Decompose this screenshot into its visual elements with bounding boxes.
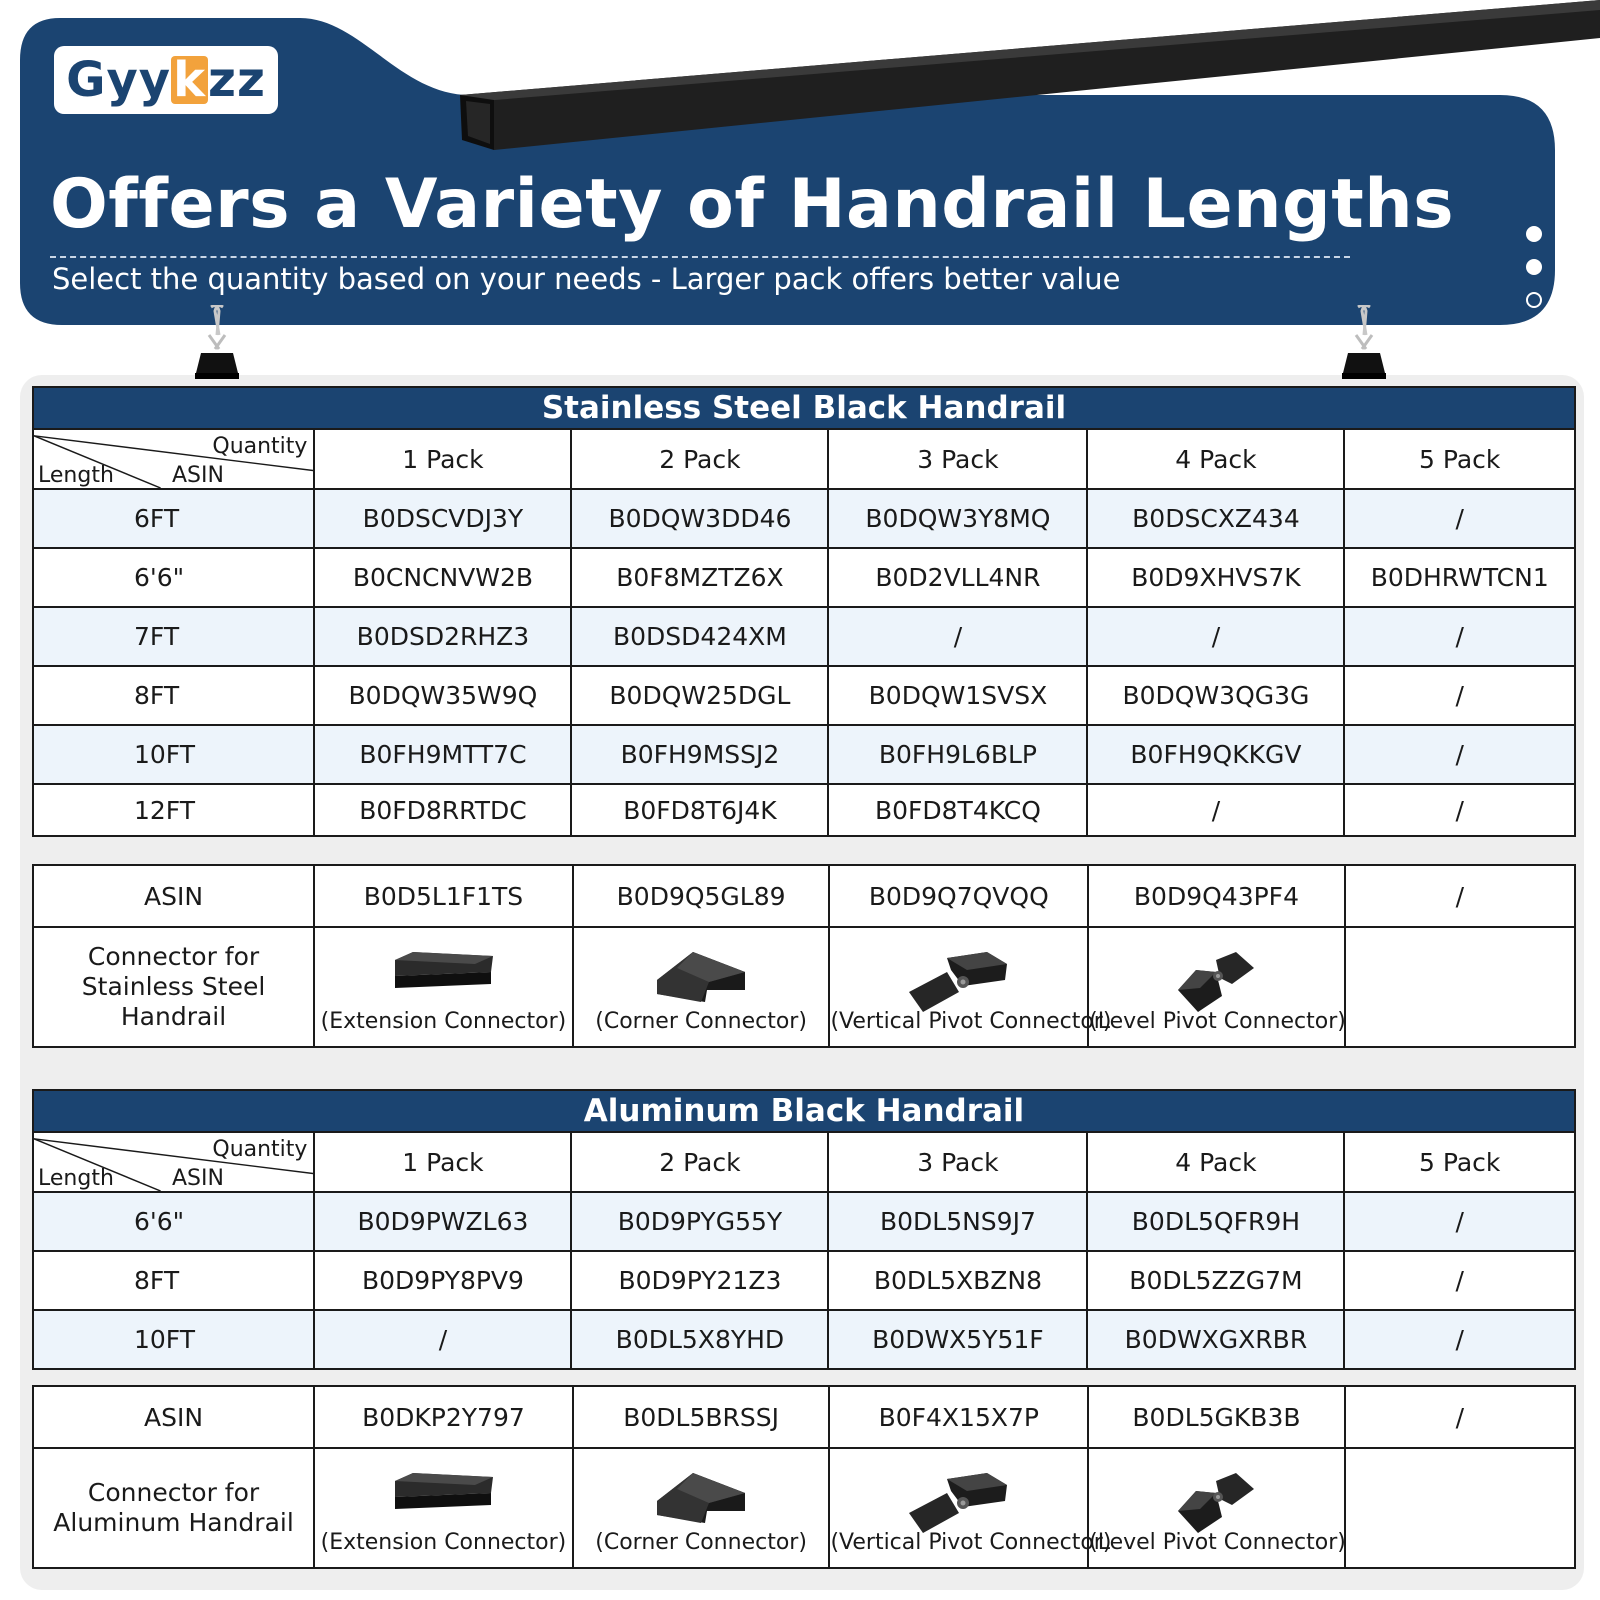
connector-cell-empty [1345, 927, 1575, 1047]
pack-header: 4 Pack [1087, 429, 1344, 489]
asin-cell: B0D5L1F1TS [314, 865, 573, 927]
connector-label: (Level Pivot Connector) [1089, 1009, 1346, 1034]
asin-cell: B0DSCXZ434 [1087, 489, 1344, 548]
table-corner-header [33, 429, 314, 489]
asin-cell: B0DKP2Y797 [314, 1386, 573, 1448]
length-cell: 6FT [33, 489, 314, 548]
connector-label: (Extension Connector) [320, 1530, 567, 1555]
asin-cell: B0CNCNVW2B [314, 548, 571, 607]
steel-connector-table [32, 864, 1576, 1048]
connector-label: (Corner Connector) [595, 1530, 807, 1555]
length-cell: 8FT [33, 666, 314, 725]
asin-cell: / [1344, 1251, 1575, 1310]
page-subtitle: Select the quantity based on your needs - Larger pack offers better value [52, 262, 1121, 296]
aluminum-handrail-table [32, 1089, 1576, 1370]
asin-cell: / [314, 1310, 571, 1369]
connector-title-line: Connector for [87, 942, 260, 971]
asin-cell: B0D9Q5GL89 [573, 865, 830, 927]
pack-header: 5 Pack [1344, 1132, 1575, 1192]
carousel-dot-icon[interactable] [1526, 259, 1542, 275]
asin-cell: B0D9Q43PF4 [1088, 865, 1345, 927]
connector-title-line: Aluminum Handrail [53, 1508, 294, 1537]
asin-cell: B0DSD2RHZ3 [314, 607, 571, 666]
table-row [33, 1310, 1575, 1369]
corner-connector-image [653, 1471, 749, 1527]
connector-label: (Vertical Pivot Connector) [830, 1530, 1112, 1555]
asin-cell: / [1087, 607, 1344, 666]
table-row [33, 927, 1575, 1047]
asin-cell: B0FD8T6J4K [571, 784, 828, 836]
asin-cell: B0F4X15X7P [829, 1386, 1088, 1448]
asin-cell: B0D9PY8PV9 [314, 1251, 571, 1310]
asin-cell: B0DL5QFR9H [1087, 1192, 1344, 1251]
asin-cell: B0FD8RRTDC [314, 784, 571, 836]
asin-cell: B0DQW1SVSX [828, 666, 1087, 725]
table-corner-header [33, 1132, 314, 1192]
length-cell: 8FT [33, 1251, 314, 1310]
connector-title-cell [33, 1448, 314, 1568]
pack-header: 1 Pack [314, 1132, 571, 1192]
asin-cell: B0FD8T4KCQ [828, 784, 1087, 836]
asin-cell: / [1344, 607, 1575, 666]
connector-title-line: Connector for [87, 1478, 260, 1507]
length-cell: 7FT [33, 607, 314, 666]
connector-cell [829, 1448, 1112, 1568]
level-pivot-connector-image [1176, 1471, 1256, 1537]
title-divider [50, 256, 1350, 258]
table-row [33, 1386, 1575, 1448]
vertical-pivot-connector-image [907, 950, 1011, 1014]
connector-label: (Extension Connector) [320, 1009, 567, 1034]
connector-cell-empty [1345, 1448, 1575, 1568]
asin-cell: B0D2VLL4NR [828, 548, 1087, 607]
length-label: Length [38, 1166, 114, 1191]
asin-cell: B0DL5GKB3B [1088, 1386, 1345, 1448]
pack-header: 4 Pack [1087, 1132, 1344, 1192]
length-label: Length [38, 463, 114, 488]
carousel-dot-icon[interactable] [1526, 226, 1542, 242]
asin-cell: B0DL5BRSSJ [573, 1386, 830, 1448]
length-cell: 6'6" [33, 1192, 314, 1251]
asin-cell: B0D9PYG55Y [571, 1192, 828, 1251]
aluminum-section-title: Aluminum Black Handrail [33, 1090, 1575, 1132]
carousel-dots [1526, 226, 1546, 325]
connector-cell [314, 927, 573, 1047]
pack-header: 2 Pack [571, 1132, 828, 1192]
table-row [33, 607, 1575, 666]
asin-cell: B0DQW3Y8MQ [828, 489, 1087, 548]
steel-handrail-table [32, 386, 1576, 837]
steel-section-title: Stainless Steel Black Handrail [33, 387, 1575, 429]
asin-cell: B0DWXGXRBR [1087, 1310, 1344, 1369]
length-cell: 10FT [33, 1310, 314, 1369]
asin-cell: B0DHRWTCN1 [1344, 548, 1575, 607]
pack-header: 2 Pack [571, 429, 828, 489]
asin-label-cell: ASIN [33, 1386, 314, 1448]
asin-cell: B0DL5X8YHD [571, 1310, 828, 1369]
table-row [33, 1251, 1575, 1310]
table-row [33, 784, 1575, 836]
table-row [33, 1192, 1575, 1251]
asin-cell: B0DSCVDJ3Y [314, 489, 571, 548]
quantity-label: Quantity [212, 434, 308, 459]
connector-cell [314, 1448, 573, 1568]
connector-title-line: Stainless Steel Handrail [81, 972, 266, 1031]
asin-cell: B0DL5ZZG7M [1087, 1251, 1344, 1310]
asin-cell: / [1344, 489, 1575, 548]
asin-cell: B0DQW35W9Q [314, 666, 571, 725]
level-pivot-connector-image [1176, 950, 1256, 1016]
binder-clip-icon [193, 305, 241, 383]
asin-cell: B0F8MZTZ6X [571, 548, 828, 607]
asin-cell: B0DSD424XM [571, 607, 828, 666]
aluminum-connector-table [32, 1385, 1576, 1569]
page-title: Offers a Variety of Handrail Lengths [50, 165, 1455, 244]
carousel-dot-icon[interactable] [1526, 292, 1542, 308]
asin-cell: B0D9PY21Z3 [571, 1251, 828, 1310]
connector-label: (Corner Connector) [595, 1009, 807, 1034]
extension-connector-image [391, 1471, 495, 1517]
table-row [33, 489, 1575, 548]
table-row [33, 666, 1575, 725]
pack-header: 1 Pack [314, 429, 571, 489]
asin-cell: B0D9PWZL63 [314, 1192, 571, 1251]
asin-cell: / [1344, 784, 1575, 836]
asin-cell: B0FH9MSSJ2 [571, 725, 828, 784]
connector-label: (Level Pivot Connector) [1089, 1530, 1346, 1555]
asin-cell: / [1344, 1310, 1575, 1369]
asin-cell: / [1344, 1192, 1575, 1251]
length-cell: 10FT [33, 725, 314, 784]
binder-clip-icon [1340, 305, 1388, 383]
asin-cell: B0D9XHVS7K [1087, 548, 1344, 607]
gyykzz-logo: Gyykzz [54, 46, 278, 114]
connector-cell [829, 927, 1112, 1047]
asin-cell: / [1345, 865, 1575, 927]
vertical-pivot-connector-image [907, 1471, 1011, 1535]
pack-header: 3 Pack [828, 429, 1087, 489]
asin-cell: / [828, 607, 1087, 666]
asin-cell: / [1344, 725, 1575, 784]
asin-cell: B0D9Q7QVQQ [829, 865, 1088, 927]
asin-label-cell: ASIN [33, 865, 314, 927]
asin-cell: / [1087, 784, 1344, 836]
asin-cell: B0FH9MTT7C [314, 725, 571, 784]
table-row [33, 1448, 1575, 1568]
asin-cell: B0DQW3DD46 [571, 489, 828, 548]
corner-connector-image [653, 950, 749, 1006]
asin-cell: B0DQW3QG3G [1087, 666, 1344, 725]
length-cell: 6'6" [33, 548, 314, 607]
asin-cell: B0DL5NS9J7 [828, 1192, 1087, 1251]
asin-cell: / [1344, 666, 1575, 725]
asin-cell: / [1345, 1386, 1575, 1448]
asin-label: ASIN [172, 463, 224, 488]
asin-cell: B0FH9QKKGV [1087, 725, 1344, 784]
connector-title-cell [33, 927, 314, 1047]
asin-cell: B0FH9L6BLP [828, 725, 1087, 784]
asin-cell: B0DL5XBZN8 [828, 1251, 1087, 1310]
table-row [33, 725, 1575, 784]
asin-label: ASIN [172, 1166, 224, 1191]
connector-cell [573, 927, 830, 1047]
table-row [33, 865, 1575, 927]
asin-cell: B0DWX5Y51F [828, 1310, 1087, 1369]
extension-connector-image [391, 950, 495, 996]
connector-cell [573, 1448, 830, 1568]
pack-header: 5 Pack [1344, 429, 1575, 489]
pack-header: 3 Pack [828, 1132, 1087, 1192]
connector-cell [1088, 927, 1345, 1047]
connector-cell [1088, 1448, 1345, 1568]
length-cell: 12FT [33, 784, 314, 836]
table-row [33, 548, 1575, 607]
quantity-label: Quantity [212, 1137, 308, 1162]
asin-cell: B0DQW25DGL [571, 666, 828, 725]
connector-label: (Vertical Pivot Connector) [830, 1009, 1112, 1034]
